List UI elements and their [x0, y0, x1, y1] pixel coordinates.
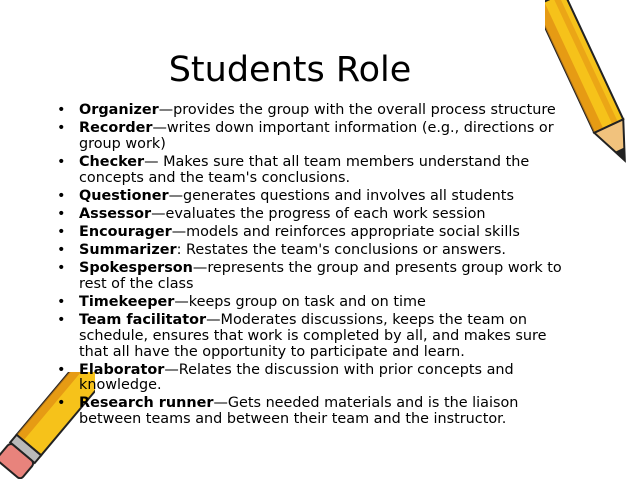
role-desc: —models and reinforces appropriate social skills — [171, 223, 520, 240]
role-term: Organizer — [79, 102, 159, 118]
role-term: Summarizer — [79, 241, 177, 258]
role-desc: —Gets needed materials and is the liaison between teams and between their team and the instructor. — [79, 395, 519, 428]
bullet: • — [57, 223, 66, 240]
role-term: Elaborator — [79, 361, 165, 378]
bullet: • — [57, 102, 66, 118]
bullet: • — [57, 205, 66, 222]
bullet: • — [57, 361, 66, 378]
role-term: Assessor — [79, 205, 152, 222]
list-item — [55, 396, 575, 428]
list-item — [55, 225, 575, 241]
role-desc: —keeps group on task and on time — [174, 293, 426, 310]
role-term: Spokesperson — [79, 259, 193, 276]
role-desc: —writes down important information (e.g., directions or group work) — [79, 120, 554, 152]
bullet: • — [57, 311, 66, 328]
list-item — [55, 363, 575, 395]
list-item — [55, 189, 575, 205]
role-desc: —evaluates the progress of each work session — [151, 205, 486, 222]
list-item — [55, 207, 575, 223]
role-desc: — Makes sure that all team members understand the concepts and the team's conclusions. — [79, 153, 530, 186]
role-term: Timekeeper — [79, 293, 175, 310]
role-desc: —Relates the discussion with prior concepts and knowledge. — [79, 361, 514, 394]
list-item — [55, 103, 575, 119]
role-term: Encourager — [79, 223, 172, 240]
bullet: • — [57, 153, 66, 170]
role-term: Recorder — [79, 120, 153, 136]
role-term: Questioner — [79, 187, 169, 204]
bullet: • — [57, 120, 66, 136]
role-desc: —represents the group and presents group work to rest of the class — [79, 259, 562, 292]
list-item — [55, 155, 575, 187]
role-desc: —generates questions and involves all students — [168, 187, 514, 204]
role-term: Checker — [79, 153, 145, 170]
role-desc: —Moderates discussions, keeps the team on schedule, ensures that work is completed by all, and makes sure that all have the opportunity to participate and learn. — [79, 311, 547, 360]
list-item — [55, 243, 575, 259]
bullet: • — [57, 395, 66, 412]
role-term: Team facilitator — [79, 311, 207, 328]
role-desc: : Restates the team's conclusions or answers. — [176, 241, 506, 258]
bullet: • — [57, 293, 66, 310]
role-term: Research runner — [79, 395, 214, 412]
list-item — [55, 261, 575, 293]
page-title: Students Role — [168, 50, 412, 90]
list-item — [55, 313, 575, 361]
list-item — [55, 295, 575, 311]
bullet: • — [57, 187, 66, 204]
bullet: • — [57, 241, 66, 258]
bullet: • — [57, 259, 66, 276]
roles-list — [55, 103, 575, 430]
list-item — [55, 121, 575, 153]
role-desc: —provides the group with the overall process structure — [158, 102, 556, 118]
